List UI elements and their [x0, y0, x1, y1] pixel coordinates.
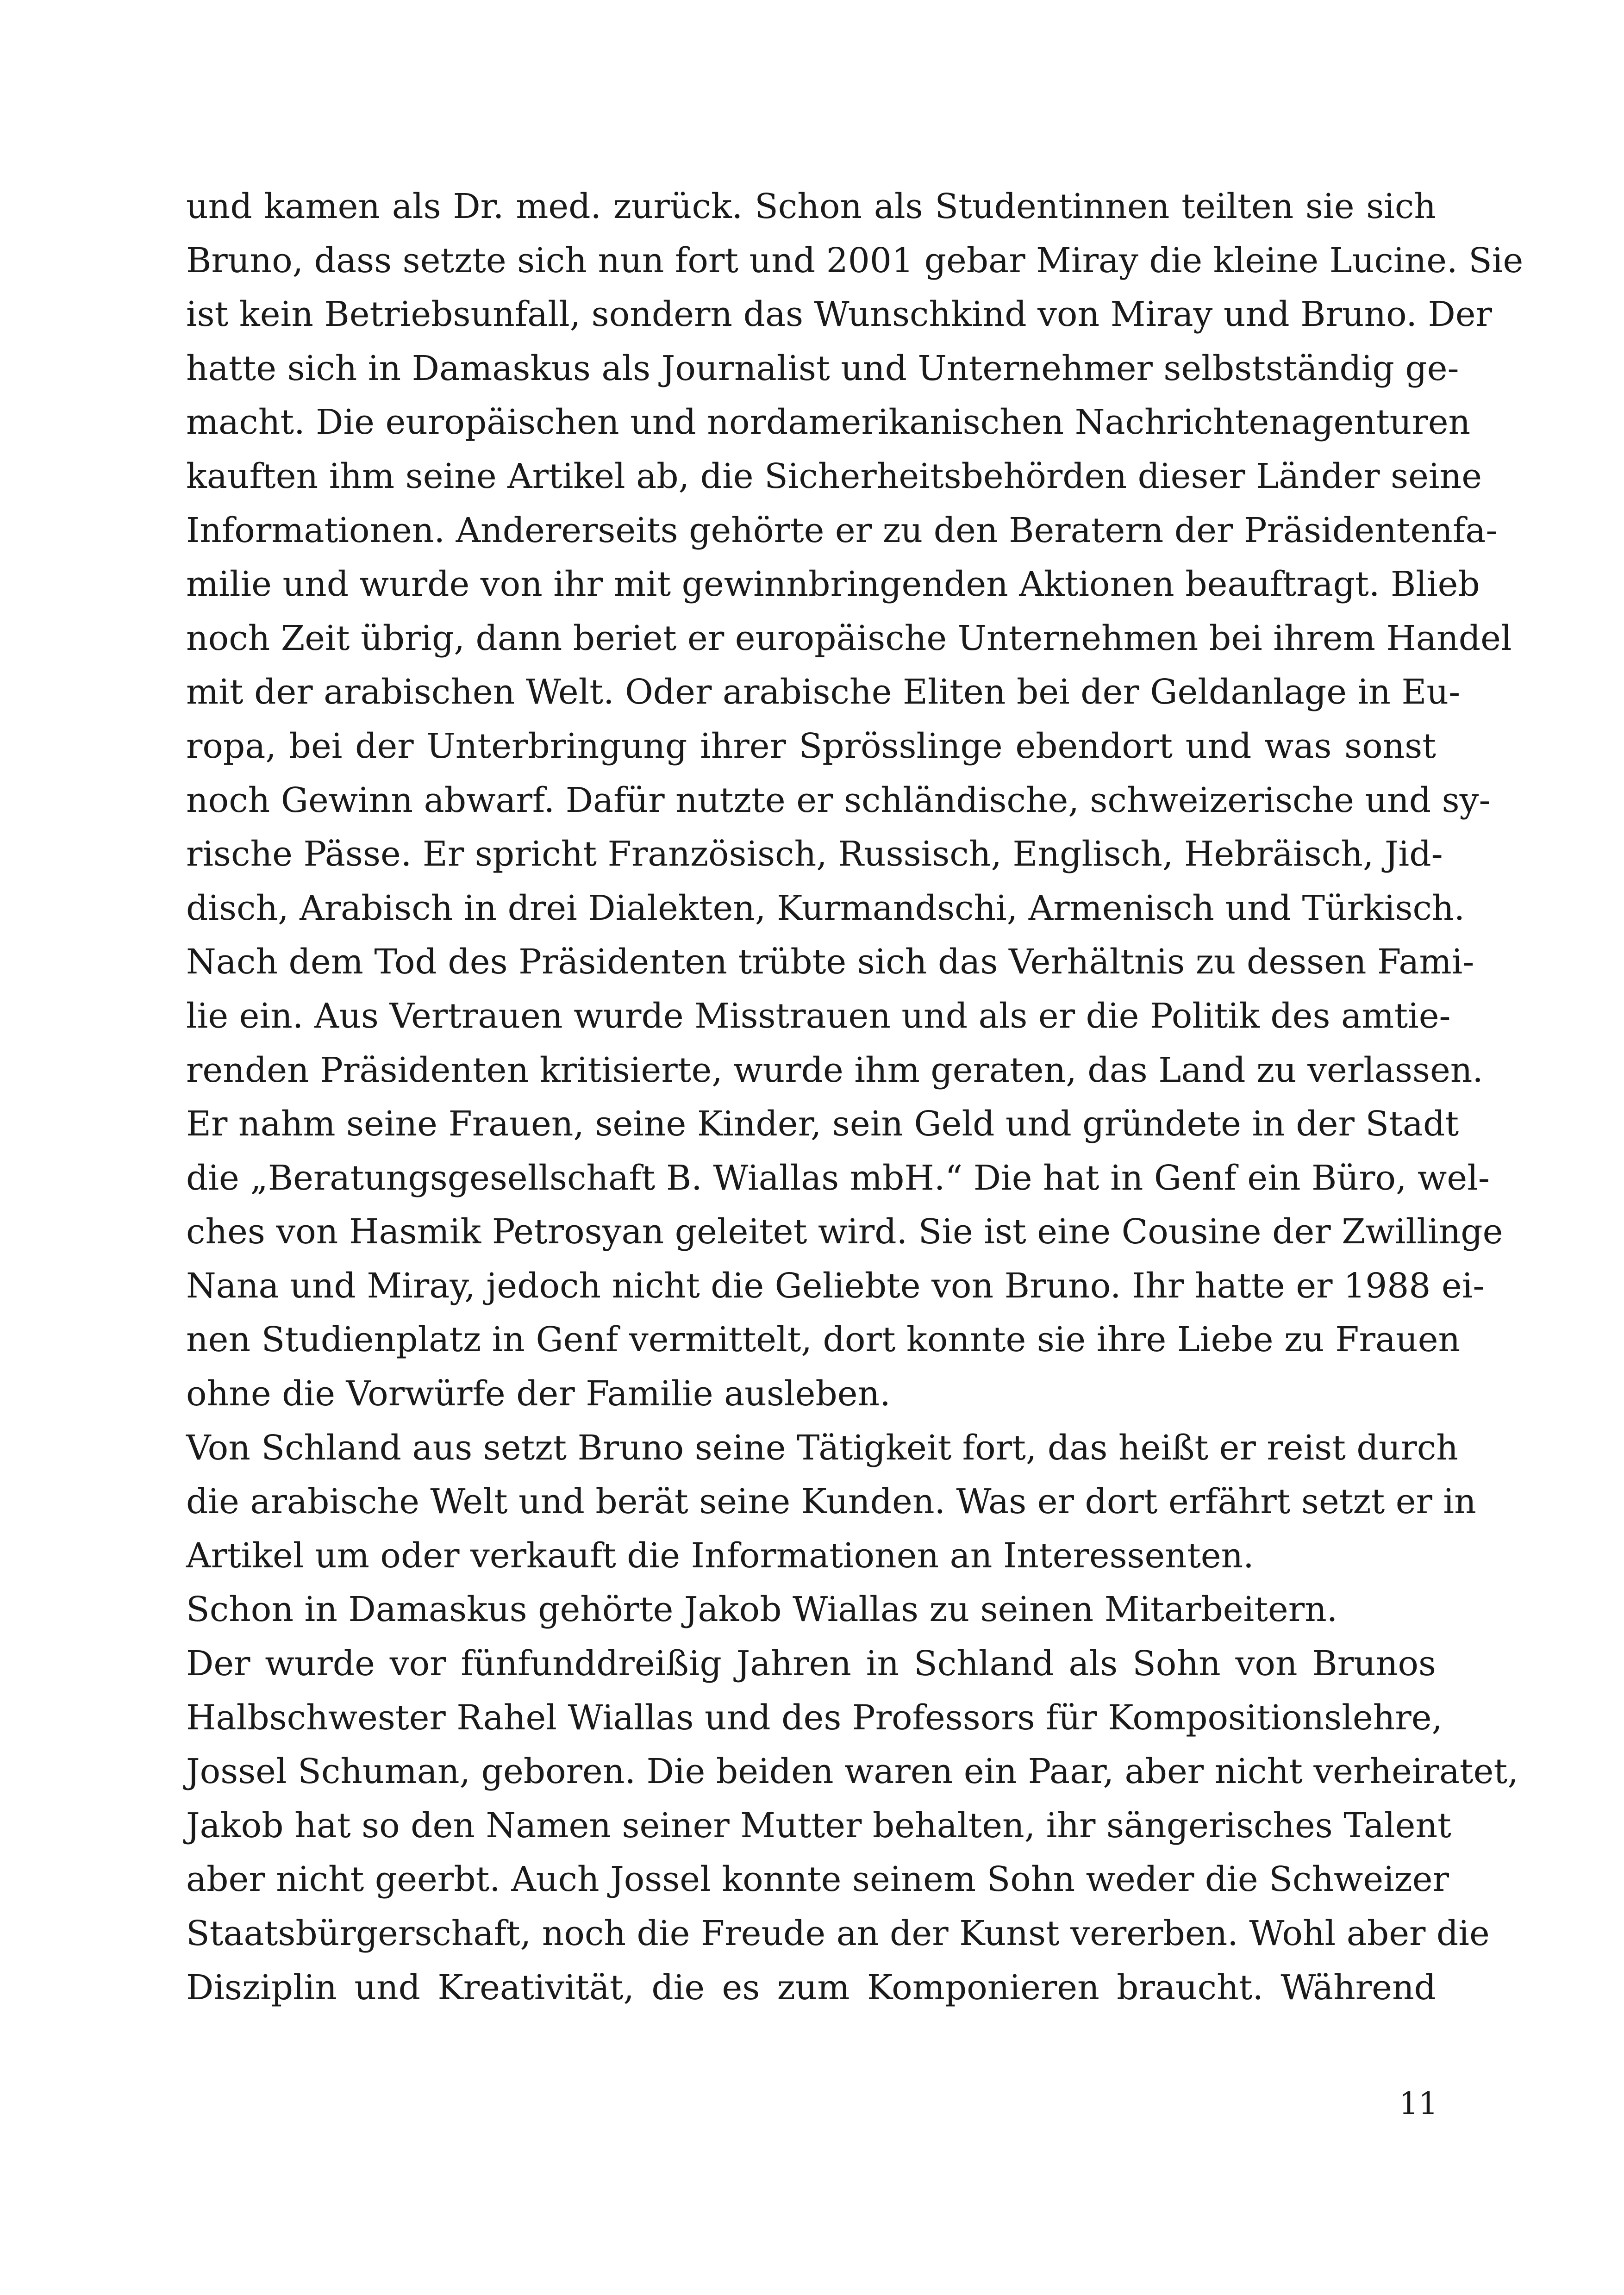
text-line: ohne die Vorwürfe der Familie ausleben.	[186, 1374, 891, 1414]
text-line: kauften ihm seine Artikel ab, die Sicherheitsbehörden dieser Länder seine	[186, 456, 1482, 496]
text-line: Staatsbürgerschaft, noch die Freude an der Kunst vererben. Wohl aber die	[186, 1914, 1490, 1953]
text-line: Von Schland aus setzt Bruno seine Tätigkeit fort, das heißt er reist durch	[186, 1428, 1458, 1468]
text-line: Nach dem Tod des Präsidenten trübte sich das Verhältnis zu dessen Fami-	[186, 942, 1474, 982]
text-line: Halbschwester Rahel Wiallas und des Professors für Kompositionslehre,	[186, 1697, 1443, 1738]
text-line: macht. Die europäischen und nordamerikanischen Nachrichtenagenturen	[186, 402, 1471, 443]
text-line: Schon in Damaskus gehörte Jakob Wiallas zu seinen Mitarbeitern.	[186, 1590, 1338, 1630]
text-line: ist kein Betriebsunfall, sondern das Wunschkind von Miray und Bruno. Der	[186, 294, 1492, 335]
text-line: Nana und Miray, jedoch nicht die Geliebte von Bruno. Ihr hatte er 1988 ei-	[186, 1266, 1485, 1306]
paragraph-2	[186, 1421, 1476, 1583]
text-line: Er nahm seine Frauen, seine Kinder, sein Geld und gründete in der Stadt	[186, 1104, 1459, 1144]
text-line: lie ein. Aus Vertrauen wurde Misstrauen und als er die Politik des amtie-	[186, 996, 1451, 1036]
text-line: Informationen. Andererseits gehörte er zu den Beratern der Präsidentenfa-	[186, 510, 1498, 550]
text-line: die „Beratungsgesellschaft B. Wiallas mbH.“ Die hat in Genf ein Büro, wel-	[186, 1158, 1490, 1198]
body-text	[186, 180, 1524, 2014]
text-line: Disziplin und Kreativität, die es zum Komponieren braucht. Während	[186, 1967, 1436, 2008]
text-line: die arabische Welt und berät seine Kunden. Was er dort erfährt setzt er in	[186, 1482, 1476, 1522]
text-line: Bruno, dass setzte sich nun fort und 2001 gebar Miray die kleine Lucine. Sie	[186, 240, 1524, 281]
paragraph-1	[186, 180, 1524, 1421]
text-line: renden Präsidenten kritisierte, wurde ihm geraten, das Land zu verlassen.	[186, 1050, 1483, 1090]
text-line: rische Pässe. Er spricht Französisch, Russisch, Englisch, Hebräisch, Jid-	[186, 834, 1443, 874]
text-line: noch Zeit übrig, dann beriet er europäische Unternehmen bei ihrem Handel	[186, 618, 1512, 658]
text-line: und kamen als Dr. med. zurück. Schon als Studentinnen teilten sie sich	[186, 187, 1436, 226]
text-line: Jakob hat so den Namen seiner Mutter behalten, ihr sängerisches Talent	[186, 1805, 1451, 1846]
text-line: hatte sich in Damaskus als Journalist und Unternehmer selbstständig ge-	[186, 348, 1459, 388]
page-number: 11	[1399, 2086, 1438, 2121]
paragraph-3	[186, 1583, 1436, 1637]
text-line: mit der arabischen Welt. Oder arabische Eliten bei der Geldanlage in Eu-	[186, 672, 1461, 712]
text-line: milie und wurde von ihr mit gewinnbringenden Aktionen beauftragt. Blieb	[186, 564, 1480, 605]
text-line: Der wurde vor fünfunddreißig Jahren in Schland als Sohn von Brunos	[186, 1644, 1436, 1684]
text-line: disch, Arabisch in drei Dialekten, Kurmandschi, Armenisch und Türkisch.	[186, 888, 1465, 928]
text-line: aber nicht geerbt. Auch Jossel konnte seinem Sohn weder die Schweizer	[186, 1859, 1449, 1900]
paragraph-4	[186, 1637, 1518, 2014]
text-line: ropa, bei der Unterbringung ihrer Sprösslinge ebendort und was sonst	[186, 726, 1436, 766]
text-line: Jossel Schuman, geboren. Die beiden waren ein Paar, aber nicht verheiratet,	[186, 1752, 1518, 1792]
text-line: nen Studienplatz in Genf vermittelt, dort konnte sie ihre Liebe zu Frauen	[186, 1320, 1461, 1360]
text-line: Artikel um oder verkauft die Informationen an Interessenten.	[186, 1535, 1254, 1576]
text-line: ches von Hasmik Petrosyan geleitet wird. Sie ist eine Cousine der Zwillinge	[186, 1212, 1503, 1252]
text-line: noch Gewinn abwarf. Dafür nutzte er schländische, schweizerische und sy-	[186, 780, 1491, 820]
